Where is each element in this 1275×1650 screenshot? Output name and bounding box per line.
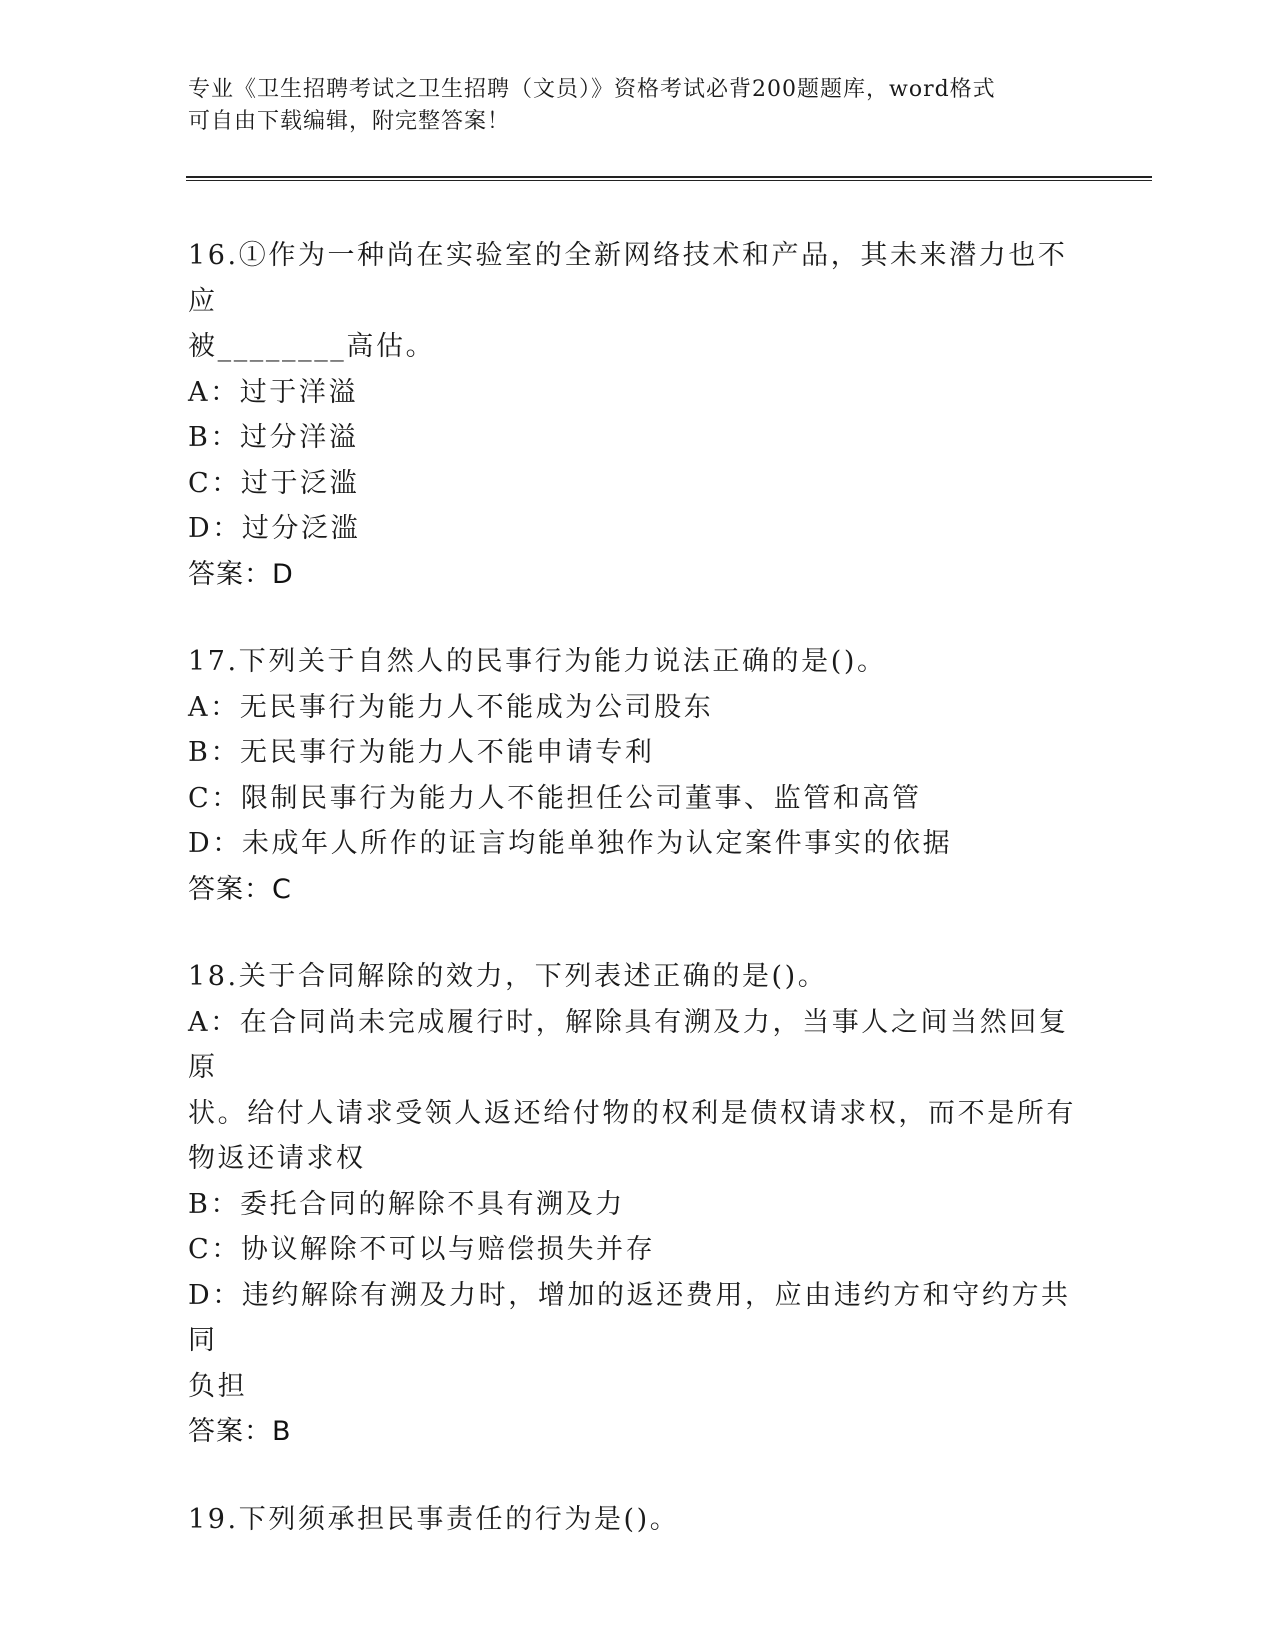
option-d-continued: 负担 [188,1370,248,1402]
answer-label: 答案：B [188,1416,292,1447]
option-d: D：未成年人所作的证言均能单独作为认定案件事实的依据 [188,828,953,859]
option-d: D：过分泛滥 [188,513,361,544]
option-a: A：在合同尚未完成履行时，解除具有溯及力，当事人之间当然回复原 [188,1006,1069,1083]
option-b: B：委托合同的解除不具有溯及力 [188,1188,625,1220]
question-17 [188,639,1088,912]
question-text: 19.下列须承担民事责任的行为是()。 [188,1503,680,1535]
question-text: 17.下列关于自然人的民事行为能力说法正确的是()。 [188,646,887,677]
question-19 [188,1497,1088,1543]
question-text: 被________高估。 [188,331,436,362]
option-b: B：过分洋溢 [188,422,359,453]
answer-label: 答案：D [188,558,294,590]
question-list [188,233,1088,1584]
question-18 [188,954,1088,1455]
option-d: D：违约解除有溯及力时，增加的返还费用，应由违约方和守约方共同 [188,1279,1071,1356]
option-b: B：无民事行为能力人不能申请专利 [188,737,655,768]
option-c: C：协议解除不可以与赔偿损失并存 [188,1234,656,1265]
option-a: A：过于洋溢 [188,376,359,408]
header-divider [186,176,1152,183]
option-a: A：无民事行为能力人不能成为公司股东 [188,691,714,723]
question-16 [188,233,1088,597]
option-c: C：过于泛滥 [188,467,360,499]
answer-label: 答案：C [188,873,292,905]
question-text: 16.①作为一种尚在实验室的全新网络技术和产品，其未来潜力也不应 [188,240,1068,317]
question-text: 18.关于合同解除的效力，下列表述正确的是()。 [188,961,828,992]
option-a-continued: 物返还请求权 [188,1143,366,1174]
document-header [188,74,1068,138]
option-a-continued: 状。给付人请求受领人返还给付物的权利是债权请求权，而不是所有 [188,1097,1076,1129]
header-line-1: 专业《卫生招聘考试之卫生招聘（文员）》资格考试必背200题题库，word格式 [188,77,996,102]
header-line-2: 可自由下载编辑，附完整答案！ [188,109,511,134]
option-c: C：限制民事行为能力人不能担任公司董事、监管和高管 [188,782,922,814]
